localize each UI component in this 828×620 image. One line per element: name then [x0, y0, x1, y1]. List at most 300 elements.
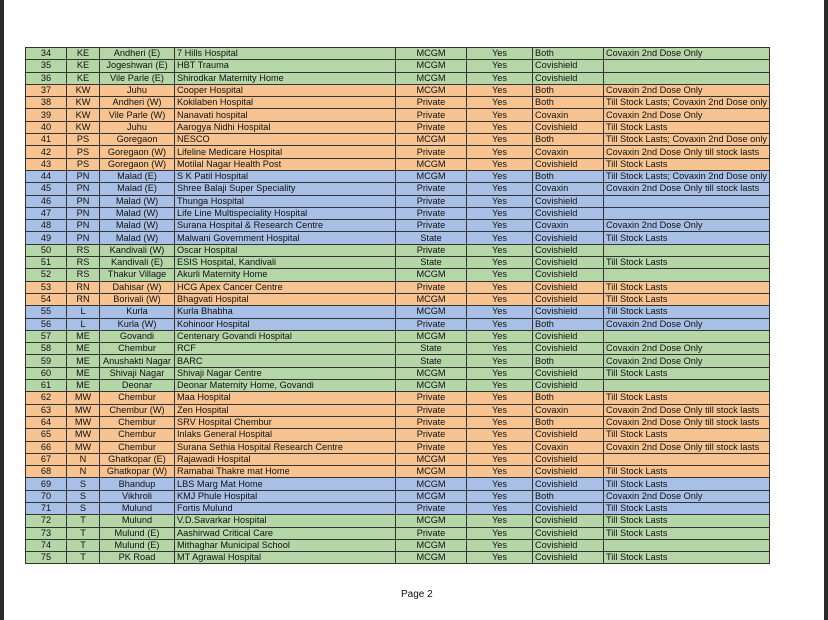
table-row	[26, 134, 770, 146]
availability-cell: Yes	[467, 170, 533, 182]
remarks-cell: Covaxin 2nd Dose Only	[604, 490, 770, 502]
ward-cell: MW	[67, 416, 100, 428]
area-cell: Chembur	[100, 429, 175, 441]
hospital-name-cell: Shirodkar Maternity Home	[175, 72, 396, 84]
remarks-cell: Till Stock Lasts	[604, 158, 770, 170]
area-cell: Bhandup	[100, 478, 175, 490]
vaccine-cell: Both	[533, 392, 604, 404]
hospital-name-cell: ESIS Hospital, Kandivali	[175, 257, 396, 269]
table-row	[26, 72, 770, 84]
remarks-cell: Covaxin 2nd Dose Only	[604, 355, 770, 367]
hospital-name-cell: Lifeline Medicare Hospital	[175, 146, 396, 158]
table-row	[26, 343, 770, 355]
remarks-cell: Till Stock Lasts	[604, 392, 770, 404]
table-row	[26, 109, 770, 121]
vaccine-cell: Both	[533, 490, 604, 502]
availability-cell: Yes	[467, 220, 533, 232]
hospital-type-cell: Private	[396, 527, 467, 539]
area-cell: Chembur	[100, 416, 175, 428]
availability-cell: Yes	[467, 48, 533, 60]
availability-cell: Yes	[467, 183, 533, 195]
hospital-type-cell: Private	[396, 392, 467, 404]
area-cell: Chembur	[100, 343, 175, 355]
serial-number-cell: 34	[26, 48, 67, 60]
serial-number-cell: 39	[26, 109, 67, 121]
remarks-cell: Covaxin 2nd Dose Only till stock lasts	[604, 146, 770, 158]
remarks-cell: Covaxin 2nd Dose Only	[604, 343, 770, 355]
serial-number-cell: 65	[26, 429, 67, 441]
ward-cell: N	[67, 453, 100, 465]
hospital-type-cell: MCGM	[396, 306, 467, 318]
vaccine-cell: Covishield	[533, 281, 604, 293]
serial-number-cell: 56	[26, 318, 67, 330]
vaccine-cell: Covishield	[533, 527, 604, 539]
hospital-type-cell: MCGM	[396, 539, 467, 551]
vaccine-cell: Covishield	[533, 207, 604, 219]
vaccine-cell: Covishield	[533, 343, 604, 355]
remarks-cell: Till Stock Lasts	[604, 552, 770, 564]
area-cell: Chembur	[100, 441, 175, 453]
vaccine-cell: Covishield	[533, 367, 604, 379]
serial-number-cell: 36	[26, 72, 67, 84]
area-cell: Malad (W)	[100, 220, 175, 232]
area-cell: Vile Parle (E)	[100, 72, 175, 84]
remarks-cell: Till Stock Lasts	[604, 281, 770, 293]
serial-number-cell: 43	[26, 158, 67, 170]
table-body	[26, 48, 770, 564]
serial-number-cell: 63	[26, 404, 67, 416]
vaccine-cell: Covishield	[533, 269, 604, 281]
area-cell: Mulund	[100, 515, 175, 527]
availability-cell: Yes	[467, 355, 533, 367]
table-row	[26, 257, 770, 269]
availability-cell: Yes	[467, 453, 533, 465]
availability-cell: Yes	[467, 318, 533, 330]
table-row	[26, 220, 770, 232]
remarks-cell	[604, 453, 770, 465]
hospital-type-cell: MCGM	[396, 48, 467, 60]
serial-number-cell: 61	[26, 380, 67, 392]
hospital-name-cell: Inlaks General Hospital	[175, 429, 396, 441]
availability-cell: Yes	[467, 392, 533, 404]
vaccine-cell: Both	[533, 84, 604, 96]
ward-cell: S	[67, 478, 100, 490]
area-cell: Mulund	[100, 502, 175, 514]
remarks-cell	[604, 380, 770, 392]
vaccine-cell: Covaxin	[533, 220, 604, 232]
table-row	[26, 183, 770, 195]
remarks-cell: Till Stock Lasts	[604, 257, 770, 269]
availability-cell: Yes	[467, 97, 533, 109]
table-row	[26, 318, 770, 330]
hospital-name-cell: Zen Hospital	[175, 404, 396, 416]
hospital-type-cell: MCGM	[396, 453, 467, 465]
serial-number-cell: 42	[26, 146, 67, 158]
availability-cell: Yes	[467, 502, 533, 514]
serial-number-cell: 59	[26, 355, 67, 367]
vaccine-cell: Covishield	[533, 232, 604, 244]
area-cell: Vile Parle (W)	[100, 109, 175, 121]
serial-number-cell: 66	[26, 441, 67, 453]
area-cell: Malad (W)	[100, 232, 175, 244]
remarks-cell: Covaxin 2nd Dose Only	[604, 48, 770, 60]
hospital-name-cell: SRV Hospital Chembur	[175, 416, 396, 428]
vaccine-cell: Covaxin	[533, 146, 604, 158]
hospital-name-cell: Life Line Multispeciality Hospital	[175, 207, 396, 219]
availability-cell: Yes	[467, 207, 533, 219]
serial-number-cell: 52	[26, 269, 67, 281]
remarks-cell	[604, 269, 770, 281]
ward-cell: T	[67, 552, 100, 564]
serial-number-cell: 75	[26, 552, 67, 564]
area-cell: Malad (W)	[100, 195, 175, 207]
table-row	[26, 244, 770, 256]
hospital-type-cell: State	[396, 355, 467, 367]
hospital-name-cell: Motilal Nagar Health Post	[175, 158, 396, 170]
area-cell: Juhu	[100, 84, 175, 96]
table-row	[26, 429, 770, 441]
table-row	[26, 97, 770, 109]
availability-cell: Yes	[467, 134, 533, 146]
ward-cell: KW	[67, 121, 100, 133]
hospital-type-cell: State	[396, 257, 467, 269]
table-row	[26, 170, 770, 182]
availability-cell: Yes	[467, 367, 533, 379]
hospital-name-cell: Nanavati hospital	[175, 109, 396, 121]
availability-cell: Yes	[467, 343, 533, 355]
hospital-type-cell: Private	[396, 121, 467, 133]
hospital-type-cell: MCGM	[396, 330, 467, 342]
ward-cell: T	[67, 527, 100, 539]
ward-cell: ME	[67, 355, 100, 367]
table-row	[26, 195, 770, 207]
remarks-cell: Till Stock Lasts; Covaxin 2nd Dose only	[604, 97, 770, 109]
ward-cell: PS	[67, 158, 100, 170]
hospital-type-cell: MCGM	[396, 380, 467, 392]
vaccine-cell: Covaxin	[533, 183, 604, 195]
remarks-cell	[604, 72, 770, 84]
hospital-type-cell: MCGM	[396, 170, 467, 182]
area-cell: Vikhroli	[100, 490, 175, 502]
serial-number-cell: 64	[26, 416, 67, 428]
table-row	[26, 502, 770, 514]
vaccine-cell: Covaxin	[533, 404, 604, 416]
availability-cell: Yes	[467, 146, 533, 158]
remarks-cell	[604, 244, 770, 256]
ward-cell: PN	[67, 170, 100, 182]
availability-cell: Yes	[467, 257, 533, 269]
hospital-type-cell: Private	[396, 416, 467, 428]
table-row	[26, 404, 770, 416]
serial-number-cell: 67	[26, 453, 67, 465]
remarks-cell: Till Stock Lasts; Covaxin 2nd Dose only	[604, 170, 770, 182]
serial-number-cell: 51	[26, 257, 67, 269]
ward-cell: PS	[67, 134, 100, 146]
area-cell: Ghatkopar (W)	[100, 466, 175, 478]
availability-cell: Yes	[467, 539, 533, 551]
hospital-name-cell: Surana Hospital & Research Centre	[175, 220, 396, 232]
ward-cell: KE	[67, 60, 100, 72]
availability-cell: Yes	[467, 60, 533, 72]
table-row	[26, 478, 770, 490]
table-row	[26, 121, 770, 133]
ward-cell: N	[67, 466, 100, 478]
area-cell: Andheri (E)	[100, 48, 175, 60]
hospital-name-cell: 7 Hills Hospital	[175, 48, 396, 60]
hospital-name-cell: Akurli Maternity Home	[175, 269, 396, 281]
hospital-type-cell: MCGM	[396, 552, 467, 564]
remarks-cell: Till Stock Lasts	[604, 293, 770, 305]
vaccine-cell: Covishield	[533, 330, 604, 342]
hospital-name-cell: S K Patil Hospital	[175, 170, 396, 182]
remarks-cell: Till Stock Lasts	[604, 478, 770, 490]
ward-cell: PN	[67, 220, 100, 232]
remarks-cell	[604, 60, 770, 72]
ward-cell: ME	[67, 343, 100, 355]
availability-cell: Yes	[467, 527, 533, 539]
availability-cell: Yes	[467, 84, 533, 96]
hospital-type-cell: MCGM	[396, 158, 467, 170]
hospital-name-cell: HCG Apex Cancer Centre	[175, 281, 396, 293]
table-row	[26, 293, 770, 305]
hospital-type-cell: MCGM	[396, 60, 467, 72]
hospital-type-cell: State	[396, 343, 467, 355]
vaccine-cell: Both	[533, 170, 604, 182]
serial-number-cell: 73	[26, 527, 67, 539]
serial-number-cell: 35	[26, 60, 67, 72]
hospital-name-cell: Maa Hospital	[175, 392, 396, 404]
serial-number-cell: 44	[26, 170, 67, 182]
hospital-type-cell: Private	[396, 183, 467, 195]
hospital-name-cell: Bhagvati Hospital	[175, 293, 396, 305]
area-cell: Mulund (E)	[100, 527, 175, 539]
hospital-name-cell: Shree Balaji Super Speciality	[175, 183, 396, 195]
hospital-type-cell: Private	[396, 207, 467, 219]
area-cell: Malad (W)	[100, 207, 175, 219]
vaccine-cell: Covishield	[533, 158, 604, 170]
area-cell: Malad (E)	[100, 183, 175, 195]
hospital-type-cell: Private	[396, 441, 467, 453]
ward-cell: PS	[67, 146, 100, 158]
hospital-type-cell: MCGM	[396, 466, 467, 478]
serial-number-cell: 69	[26, 478, 67, 490]
hospital-name-cell: Centenary Govandi Hospital	[175, 330, 396, 342]
availability-cell: Yes	[467, 244, 533, 256]
hospital-type-cell: MCGM	[396, 134, 467, 146]
hospital-type-cell: MCGM	[396, 490, 467, 502]
area-cell: Kurla	[100, 306, 175, 318]
vaccine-cell: Covishield	[533, 121, 604, 133]
serial-number-cell: 50	[26, 244, 67, 256]
remarks-cell: Till Stock Lasts	[604, 527, 770, 539]
area-cell: Deonar	[100, 380, 175, 392]
remarks-cell: Covaxin 2nd Dose Only till stock lasts	[604, 416, 770, 428]
availability-cell: Yes	[467, 429, 533, 441]
availability-cell: Yes	[467, 478, 533, 490]
availability-cell: Yes	[467, 306, 533, 318]
table-row	[26, 269, 770, 281]
area-cell: Juhu	[100, 121, 175, 133]
hospital-name-cell: Kohinoor Hospital	[175, 318, 396, 330]
table-row	[26, 392, 770, 404]
serial-number-cell: 71	[26, 502, 67, 514]
hospital-name-cell: Oscar Hospital	[175, 244, 396, 256]
area-cell: PK Road	[100, 552, 175, 564]
availability-cell: Yes	[467, 404, 533, 416]
ward-cell: RS	[67, 244, 100, 256]
hospital-name-cell: Malwani Government Hospital	[175, 232, 396, 244]
vaccine-cell: Covishield	[533, 195, 604, 207]
area-cell: Thakur Village	[100, 269, 175, 281]
remarks-cell: Till Stock Lasts	[604, 515, 770, 527]
vaccine-cell: Both	[533, 134, 604, 146]
serial-number-cell: 72	[26, 515, 67, 527]
serial-number-cell: 74	[26, 539, 67, 551]
hospital-name-cell: BARC	[175, 355, 396, 367]
availability-cell: Yes	[467, 441, 533, 453]
hospital-type-cell: MCGM	[396, 478, 467, 490]
hospital-name-cell: RCF	[175, 343, 396, 355]
hospital-name-cell: Fortis Mulund	[175, 502, 396, 514]
hospital-name-cell: Mithaghar Municipal School	[175, 539, 396, 551]
area-cell: Govandi	[100, 330, 175, 342]
serial-number-cell: 55	[26, 306, 67, 318]
vaccine-cell: Covishield	[533, 466, 604, 478]
vaccine-cell: Covishield	[533, 478, 604, 490]
availability-cell: Yes	[467, 330, 533, 342]
ward-cell: T	[67, 515, 100, 527]
table-row	[26, 330, 770, 342]
remarks-cell: Covaxin 2nd Dose Only till stock lasts	[604, 404, 770, 416]
availability-cell: Yes	[467, 281, 533, 293]
serial-number-cell: 38	[26, 97, 67, 109]
serial-number-cell: 41	[26, 134, 67, 146]
remarks-cell: Covaxin 2nd Dose Only till stock lasts	[604, 183, 770, 195]
vaccine-cell: Covishield	[533, 257, 604, 269]
hospital-type-cell: Private	[396, 404, 467, 416]
table-row	[26, 306, 770, 318]
remarks-cell: Till Stock Lasts	[604, 429, 770, 441]
serial-number-cell: 45	[26, 183, 67, 195]
ward-cell: S	[67, 490, 100, 502]
serial-number-cell: 70	[26, 490, 67, 502]
hospital-type-cell: Private	[396, 195, 467, 207]
ward-cell: ME	[67, 380, 100, 392]
vaccine-cell: Covishield	[533, 60, 604, 72]
table-row	[26, 490, 770, 502]
area-cell: Anushakti Nagar	[100, 355, 175, 367]
table-row	[26, 281, 770, 293]
vaccination-centres-table	[25, 47, 770, 564]
vaccine-cell: Covishield	[533, 380, 604, 392]
hospital-type-cell: MCGM	[396, 293, 467, 305]
availability-cell: Yes	[467, 490, 533, 502]
hospital-type-cell: Private	[396, 429, 467, 441]
hospital-type-cell: Private	[396, 146, 467, 158]
vaccine-cell: Covishield	[533, 552, 604, 564]
remarks-cell: Till Stock Lasts; Covaxin 2nd Dose only	[604, 134, 770, 146]
ward-cell: PN	[67, 232, 100, 244]
ward-cell: MW	[67, 441, 100, 453]
remarks-cell: Till Stock Lasts	[604, 121, 770, 133]
hospital-name-cell: Kokilaben Hospital	[175, 97, 396, 109]
area-cell: Goregaon (W)	[100, 158, 175, 170]
hospital-name-cell: Cooper Hospital	[175, 84, 396, 96]
vaccine-cell: Covaxin	[533, 109, 604, 121]
area-cell: Chembur	[100, 392, 175, 404]
remarks-cell	[604, 330, 770, 342]
availability-cell: Yes	[467, 380, 533, 392]
table-row	[26, 367, 770, 379]
table-row	[26, 355, 770, 367]
serial-number-cell: 58	[26, 343, 67, 355]
hospital-type-cell: Private	[396, 244, 467, 256]
table-row	[26, 232, 770, 244]
ward-cell: T	[67, 539, 100, 551]
area-cell: Kandivali (W)	[100, 244, 175, 256]
ward-cell: RS	[67, 269, 100, 281]
ward-cell: L	[67, 318, 100, 330]
table-row	[26, 207, 770, 219]
remarks-cell: Covaxin 2nd Dose Only till stock lasts	[604, 441, 770, 453]
hospital-name-cell: MT Agrawal Hospital	[175, 552, 396, 564]
availability-cell: Yes	[467, 416, 533, 428]
table-row	[26, 453, 770, 465]
vaccine-cell: Covishield	[533, 293, 604, 305]
ward-cell: KW	[67, 84, 100, 96]
table-row	[26, 466, 770, 478]
remarks-cell	[604, 195, 770, 207]
availability-cell: Yes	[467, 515, 533, 527]
ward-cell: MW	[67, 404, 100, 416]
area-cell: Borivali (W)	[100, 293, 175, 305]
ward-cell: L	[67, 306, 100, 318]
hospital-type-cell: Private	[396, 220, 467, 232]
remarks-cell: Till Stock Lasts	[604, 232, 770, 244]
table-row	[26, 146, 770, 158]
area-cell: Goregaon	[100, 134, 175, 146]
availability-cell: Yes	[467, 195, 533, 207]
table-row	[26, 527, 770, 539]
ward-cell: PN	[67, 207, 100, 219]
remarks-cell: Covaxin 2nd Dose Only	[604, 220, 770, 232]
hospital-type-cell: Private	[396, 502, 467, 514]
serial-number-cell: 62	[26, 392, 67, 404]
remarks-cell: Till Stock Lasts	[604, 502, 770, 514]
area-cell: Andheri (W)	[100, 97, 175, 109]
table-row	[26, 158, 770, 170]
availability-cell: Yes	[467, 232, 533, 244]
area-cell: Mulund (E)	[100, 539, 175, 551]
table-row	[26, 515, 770, 527]
serial-number-cell: 40	[26, 121, 67, 133]
area-cell: Kurla (W)	[100, 318, 175, 330]
area-cell: Kandivali (E)	[100, 257, 175, 269]
hospital-type-cell: Private	[396, 97, 467, 109]
vaccine-cell: Covishield	[533, 453, 604, 465]
hospital-type-cell: MCGM	[396, 367, 467, 379]
availability-cell: Yes	[467, 466, 533, 478]
hospital-type-cell: MCGM	[396, 72, 467, 84]
ward-cell: KE	[67, 72, 100, 84]
hospital-name-cell: Shivaji Nagar Centre	[175, 367, 396, 379]
hospital-name-cell: KMJ Phule Hospital	[175, 490, 396, 502]
vaccine-cell: Both	[533, 48, 604, 60]
availability-cell: Yes	[467, 552, 533, 564]
hospital-name-cell: Deonar Maternity Home, Govandi	[175, 380, 396, 392]
remarks-cell: Till Stock Lasts	[604, 466, 770, 478]
remarks-cell: Covaxin 2nd Dose Only	[604, 84, 770, 96]
